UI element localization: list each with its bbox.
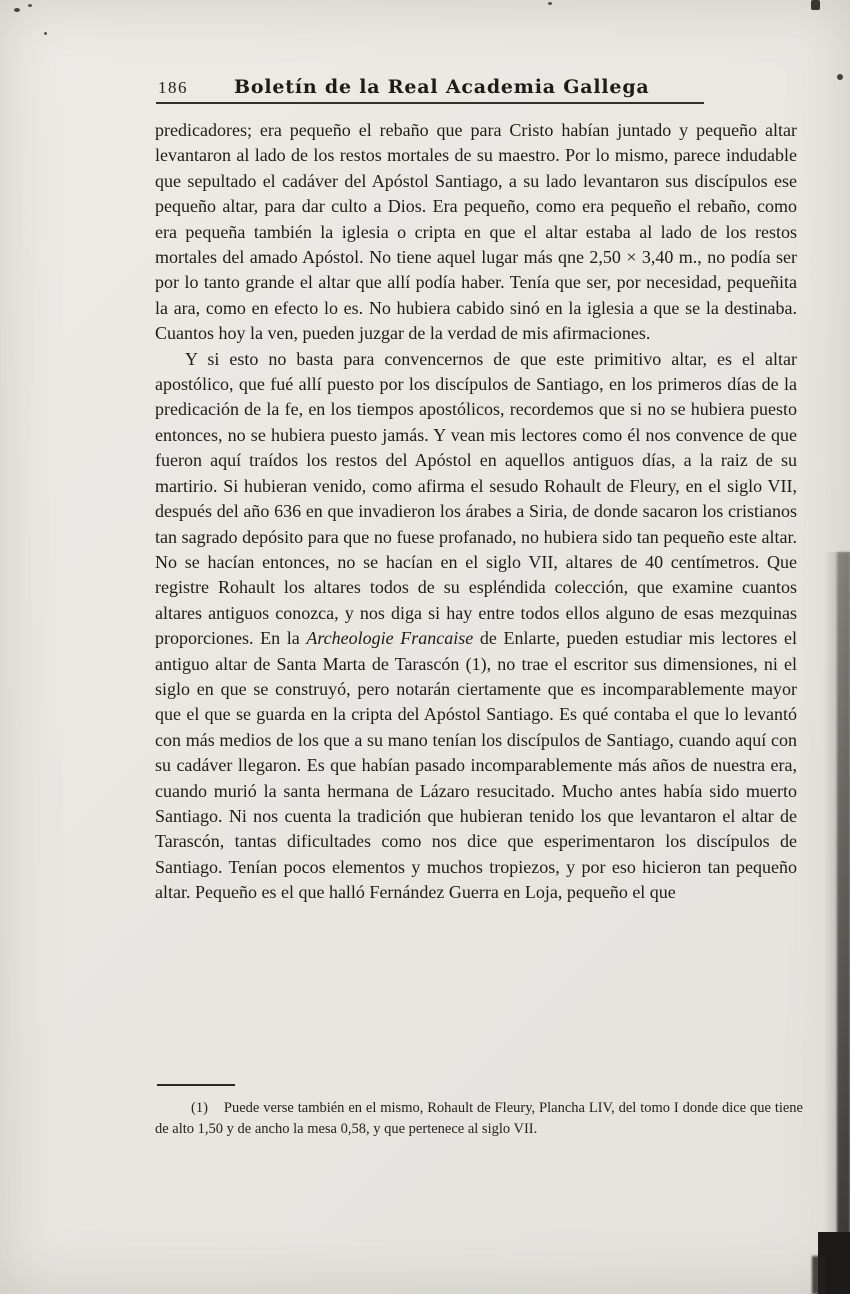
paragraph-2-text-post: de Enlarte, pueden estudiar mis lectores el antiguo altar de Santa Marta de Tarascón (1), no trae el escritor sus dimensiones, ni el siglo en que se construyó, pero notarán ciertamente que es incomparablemente mayor que el que se guarda en la cripta del Apóstol Santiago. Es qué contaba el que lo levantó con más medios de los que a su mano tenían los discípulos de Santiago, cuando aquí con su cadáver llegaron. Es que habían pasado incomparablemente más años de nuestra era, cuando murió la santa hermana de Lázaro resucitado. Mucho antes había sido muerto Santiago. Ni nos cuenta la tradición que hubieran tenido los que levantaron el altar de Tarascón, tantas dificultades como nos dice que esperimentaron los discípulos de Santiago. Tenían pocos elementos y muchos tropiezos, y por eso hicieron tan pequeño altar. Pequeño es el que halló Fernández Guerra en Loja, pequeño el que bbox=[155, 628, 797, 903]
footnote-marker: (1) bbox=[191, 1100, 208, 1116]
paragraph-1: predicadores; era pequeño el rebaño que para Cristo habían juntado y pequeño altar levantaron al lado de los restos mortales de su maestro. Por lo mismo, parece indudable que sepultado el cadáver del Apóstol Santiago, a su lado levantaron sus discípulos ese pequeño altar, para dar culto a Dios. Era pequeño, como era pequeño el rebaño, como era pequeña también la iglesia o cripta en que el altar estaba al lado de los restos mortales del amado Apóstol. No tiene aquel lugar más qne 2,50 × 3,40 m., no podía ser por lo tanto grande el altar que allí podía haber. Tenía que ser, por necesidad, pequeñita la ara, como en efecto lo es. No hubiera cabido sinó en la iglesia a que se la destinaba. Cuantos hoy la ven, pueden juzgar de la verdad de mis afirmaciones. bbox=[155, 120, 797, 344]
paragraph-2-italic-title: Archeologie Francaise bbox=[306, 628, 474, 649]
scan-artifact-speck bbox=[548, 2, 552, 5]
scan-artifact-speck bbox=[14, 8, 20, 12]
scan-artifact-speck bbox=[28, 4, 32, 7]
footnote bbox=[155, 1098, 803, 1139]
paragraph-2 bbox=[155, 347, 797, 906]
page-number: 186 bbox=[158, 78, 188, 97]
paragraph-2-text-pre: Y si esto no basta para convencernos de que este primitivo altar, es el altar apostólico, que fué allí puesto por los discípulos de Santiago, en los primeros días de la predicación de la fe, en los tiempos apostólicos, recordemos que si no se hubiera puesto entonces, no se hubiera puesto jamás. Y vean mis lectores como él nos convence de que fueron aquí traídos los restos del Apóstol en aquellos antiguos días, a la raiz de su martirio. Si hubieran venido, como afirma el sesudo Rohault de Fleury, en el siglo VII, después del año 636 en que invadieron los árabes a Siria, de donde sacaron los cristianos tan sagrado depósito para que no fuese profanado, no hubiera sido tan pequeño este altar. No se hacían entonces, no se hacían en el siglo VII, altares de 40 centímetros. Que registre Rohault los altares todos de su espléndida colección, que examine cuantos altares antiguos conozca, y nos diga si hay entre todos ellos alguno de esas mezquinas proporciones. En la bbox=[155, 348, 797, 649]
scan-artifact-right-strip bbox=[837, 552, 850, 1236]
footnote-rule bbox=[157, 1084, 235, 1086]
body-text bbox=[155, 118, 797, 906]
journal-title: Boletín de la Real Academia Gallega bbox=[234, 76, 650, 98]
header-rule bbox=[156, 102, 704, 104]
scan-artifact-right-shade bbox=[824, 552, 850, 1294]
scan-artifact-top-right-mark bbox=[811, 0, 820, 10]
scan-artifact-bottom-right-shadow bbox=[812, 1256, 826, 1294]
page-header bbox=[158, 76, 706, 98]
scan-artifact-bottom-right-block bbox=[818, 1232, 850, 1294]
footnote-text: Puede verse también en el mismo, Rohault de Fleury, Plancha LIV, del tomo I donde dice que tiene de alto 1,50 y de ancho la mesa 0,58, y que pertenece al siglo VII. bbox=[155, 1100, 803, 1137]
scan-artifact-speck bbox=[44, 32, 47, 35]
scan-artifact-speck bbox=[837, 74, 843, 80]
